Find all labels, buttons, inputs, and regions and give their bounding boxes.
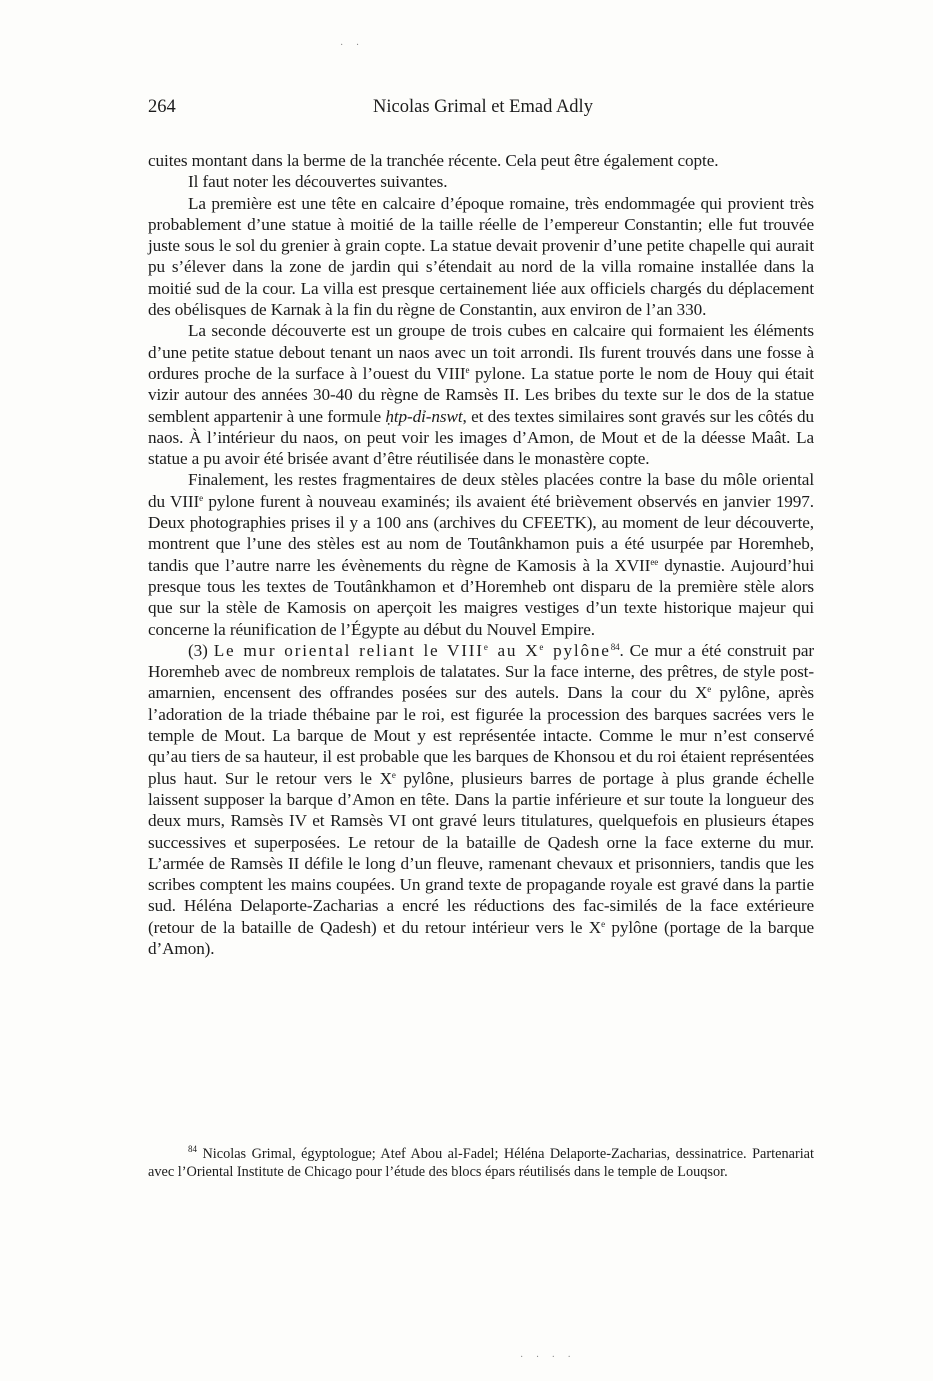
superscript: e [707,684,712,695]
body-text [148,150,814,959]
paragraph-6-text-c: pylône, plusieurs barres de portage à plus grande échelle laissent supposer la barque d’Amon en tête. Dans la partie inférieure et sur toute la longueur des deux murs, Ramsès IV et Ramsès VI ont gravé leurs titulatures, quelquefois en plusieurs étapes successives et superposées. Le retour de la bataille de Qadesh orne la face externe du mur. L’armée de Ramsès II défile le long d’un fleuve, ramenant chevaux et prisonniers, tandis que les scribes comptent les mains coupées. Un grand texte de propagande royale est gravé dans la partie sud. Héléna Delaporte-Zacharias a encré les réductions des fac-similés de la face extérieure (retour de la bataille de Qadesh) et du retour intérieur vers le X [148,768,814,937]
paragraph-6 [148,640,814,959]
paragraph-6-text-a: . Ce mur a été construit par Horemheb avec de nombreux remplois de talatates. Sur la face interne, des prêtres, de style post-amarnien, encensent des offrandes posées sur des autels. Dans la cour du X [148,640,815,703]
scan-specks-top: · · [340,40,365,51]
superscript: e [391,769,396,780]
paragraph-5-text-c: dynastie. Aujourd’hui presque tous les textes de Toutânkhamon et d’Horemheb ont disparu de la première stèle alors que sur la stèle de Kamosis on aperçoit les maigres vestiges d’un texte historique majeur qui concerne la réunification de l’Égypte au début du Nouvel Empire. [148,555,814,639]
superscript: e [465,364,470,375]
page-number: 264 [148,97,176,117]
superscript: e [199,492,204,503]
paragraph-6-text-b: pylône, après l’adoration de la triade thébaine par le roi, est figurée la procession des barques sacrées vers le temple de Mout. La barque de Mout y est représentée intacte. Comme le mur n’est conservé qu’au tiers de sa hauteur, il est probable que les barques de Khonsou et du roi étaient représentées plus haut. Sur le retour vers le X [148,683,814,788]
section-heading [214,641,611,660]
running-title: Nicolas Grimal et Emad Adly [373,97,593,117]
paragraph-5 [148,469,814,639]
superscript: e [483,641,490,652]
paragraph-5-text-b: pylone furent à nouveau examinés; ils avaient été brièvement observés en janvier 1997. Deux photographies prises il y a 100 ans (archives du CFEETK), au moment de leur découverte, montrent que l’une des stèles est au nom de Toutânkhamon puis a été usurpée par Horemheb, tandis que l’autre narre les évènements du règne de Kamosis à la XVII [148,491,814,575]
scan-specks-bottom: · · · · [520,1352,576,1363]
footnote-84 [148,1146,814,1181]
section-number: (3) [188,640,208,660]
paragraph-1: cuites montant dans la berme de la tranchée récente. Cela peut être également copte. [148,151,719,170]
paragraph-4-text-b: pylone. La statue porte le nom de Houy qui était vizir autour des années 30-40 du règne de Ramsès II. Les bribes du texte sur le dos de la statue semblent appartenir à une formule [148,363,814,426]
paragraph-4-text-c: , et des textes similaires sont gravés sur les côtés du naos. À l’intérieur du naos, on peut voir les images d’Amon, de Mout et de la déesse Maât. La statue a pu avoir été brisée avant d’être réutilisée dans le monastère copte. [148,406,815,469]
superscript: e [539,641,546,652]
footnote-reference: 84 [610,641,620,652]
superscript: e [601,918,605,929]
footnote [148,1146,814,1181]
page-header [148,97,818,123]
superscript: ee [650,556,659,567]
footnote-text: Nicolas Grimal, égyptologue; Atef Abou al-Fadel; Héléna Delaporte-Zacharias, dessinatrice. Partenariat avec l’Oriental Institute de Chicago pour l’étude des blocs épars réutilisés dans le temple de Louqsor. [148,1146,814,1180]
paragraph-3: La première est une tête en calcaire d’époque romaine, très endommagée qui provient très probablement d’une statue à moitié de la taille réelle de l’empereur Constantin; elle fut trouvée juste sous le sol du grenier à grain copte. La statue devait provenir d’une petite chapelle qui aurait pu s’élever dans la zone de jardin qui s’étendait au nord de la villa romaine installée dans la moitié sud de la cour. La villa est presque certainement liée aux officiels chargés du déplacement des obélisques de Karnak à la fin du règne de Constantin, aux environ de l’an 330. [148,193,814,320]
paragraph-4-text-a: La seconde découverte est un groupe de trois cubes en calcaire qui formaient les éléments d’une petite statue debout tenant un naos avec un toit arrondi. Ils furent trouvés dans une fosse à ordures proche de la surface à l’ouest du VIII [148,321,814,383]
section-heading-part: pylône [545,640,611,660]
footnote-marker: 84 [188,1144,197,1154]
transliteration: ḥtp-dỉ-nswt [385,406,463,426]
paragraph-2: Il faut noter les découvertes suivantes. [188,172,448,192]
section-heading-part: au X [489,640,540,660]
section-heading-part: Le mur oriental reliant le VIII [213,640,484,660]
paragraph-6-text-d: pylône (portage de la barque d’Amon). [148,917,814,958]
paragraph-5-text-a: Finalement, les restes fragmentaires de deux stèles placées contre la base du môle oriental du VIII [148,470,814,511]
paragraph-4 [148,320,814,469]
